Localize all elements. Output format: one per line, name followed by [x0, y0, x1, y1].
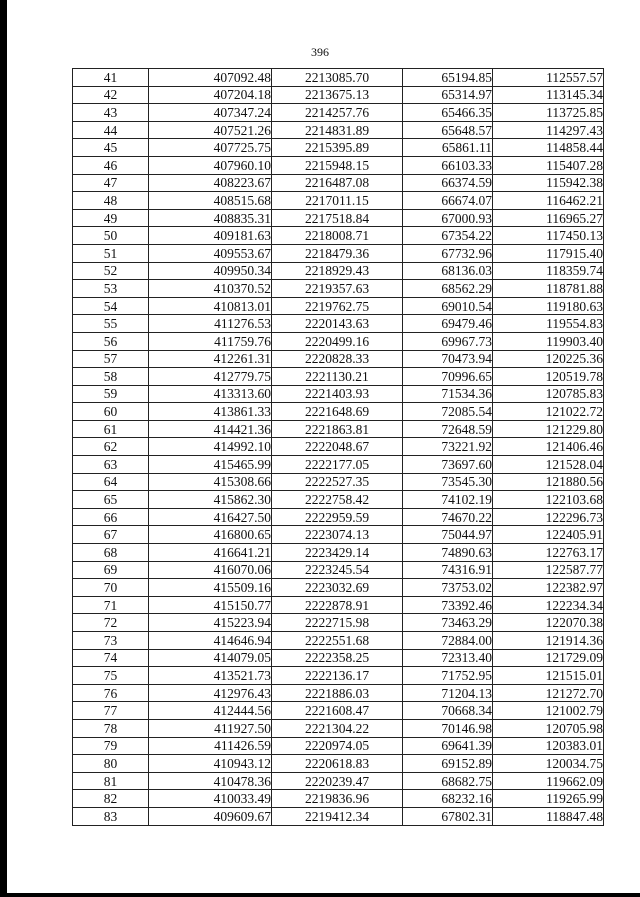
- value-cell: 415465.99: [149, 456, 272, 474]
- value-cell: 411927.50: [149, 719, 272, 737]
- table-row: [73, 544, 604, 562]
- row-index-cell: 69: [73, 561, 149, 579]
- value-cell: 2222527.35: [272, 473, 403, 491]
- value-cell: 69152.89: [403, 755, 493, 773]
- value-cell: 74102.19: [403, 491, 493, 509]
- value-cell: 71752.95: [403, 667, 493, 685]
- value-cell: 68232.16: [403, 790, 493, 808]
- value-cell: 75044.97: [403, 526, 493, 544]
- value-cell: 70146.98: [403, 719, 493, 737]
- value-cell: 2219762.75: [272, 297, 403, 315]
- value-cell: 407347.24: [149, 104, 272, 122]
- value-cell: 2222715.98: [272, 614, 403, 632]
- table-row: [73, 807, 604, 825]
- value-cell: 2216487.08: [272, 174, 403, 192]
- value-cell: 2222878.91: [272, 596, 403, 614]
- value-cell: 119903.40: [493, 332, 604, 350]
- value-cell: 411426.59: [149, 737, 272, 755]
- value-cell: 73463.29: [403, 614, 493, 632]
- value-cell: 414079.05: [149, 649, 272, 667]
- row-index-cell: 51: [73, 244, 149, 262]
- value-cell: 122103.68: [493, 491, 604, 509]
- value-cell: 121272.70: [493, 684, 604, 702]
- table-row: [73, 104, 604, 122]
- table-row: [73, 420, 604, 438]
- value-cell: 70996.65: [403, 368, 493, 386]
- value-cell: 67732.96: [403, 244, 493, 262]
- row-index-cell: 43: [73, 104, 149, 122]
- value-cell: 122382.97: [493, 579, 604, 597]
- value-cell: 2222758.42: [272, 491, 403, 509]
- row-index-cell: 65: [73, 491, 149, 509]
- value-cell: 2221648.69: [272, 403, 403, 421]
- value-cell: 415509.16: [149, 579, 272, 597]
- value-cell: 412976.43: [149, 684, 272, 702]
- value-cell: 68136.03: [403, 262, 493, 280]
- table-row: [73, 139, 604, 157]
- value-cell: 2215395.89: [272, 139, 403, 157]
- table-row: [73, 737, 604, 755]
- table-row: [73, 614, 604, 632]
- table-row: [73, 244, 604, 262]
- value-cell: 2220828.33: [272, 350, 403, 368]
- value-cell: 121406.46: [493, 438, 604, 456]
- value-cell: 2220239.47: [272, 772, 403, 790]
- row-index-cell: 57: [73, 350, 149, 368]
- value-cell: 2222136.17: [272, 667, 403, 685]
- row-index-cell: 54: [73, 297, 149, 315]
- value-cell: 415150.77: [149, 596, 272, 614]
- value-cell: 69479.46: [403, 315, 493, 333]
- row-index-cell: 63: [73, 456, 149, 474]
- scan-edge-left: [0, 0, 7, 897]
- value-cell: 72085.54: [403, 403, 493, 421]
- value-cell: 73392.46: [403, 596, 493, 614]
- row-index-cell: 71: [73, 596, 149, 614]
- value-cell: 2223032.69: [272, 579, 403, 597]
- value-cell: 410033.49: [149, 790, 272, 808]
- value-cell: 413313.60: [149, 385, 272, 403]
- value-cell: 2223074.13: [272, 526, 403, 544]
- value-cell: 65194.85: [403, 69, 493, 87]
- value-cell: 409181.63: [149, 227, 272, 245]
- value-cell: 412444.56: [149, 702, 272, 720]
- value-cell: 121229.80: [493, 420, 604, 438]
- value-cell: 120225.36: [493, 350, 604, 368]
- value-cell: 2220974.05: [272, 737, 403, 755]
- row-index-cell: 67: [73, 526, 149, 544]
- table-row: [73, 438, 604, 456]
- row-index-cell: 76: [73, 684, 149, 702]
- value-cell: 120785.83: [493, 385, 604, 403]
- value-cell: 121914.36: [493, 632, 604, 650]
- value-cell: 2215948.15: [272, 156, 403, 174]
- table-row: [73, 69, 604, 87]
- value-cell: 2214257.76: [272, 104, 403, 122]
- table-row: [73, 684, 604, 702]
- value-cell: 122070.38: [493, 614, 604, 632]
- table-row: [73, 280, 604, 298]
- value-cell: 68562.29: [403, 280, 493, 298]
- coordinates-table: [72, 68, 604, 826]
- row-index-cell: 52: [73, 262, 149, 280]
- table-row: [73, 632, 604, 650]
- table-row: [73, 315, 604, 333]
- table-row: [73, 596, 604, 614]
- value-cell: 2221403.93: [272, 385, 403, 403]
- row-index-cell: 42: [73, 86, 149, 104]
- value-cell: 121022.72: [493, 403, 604, 421]
- value-cell: 73221.92: [403, 438, 493, 456]
- table-row: [73, 473, 604, 491]
- row-index-cell: 70: [73, 579, 149, 597]
- value-cell: 66674.07: [403, 192, 493, 210]
- table-row: [73, 121, 604, 139]
- value-cell: 410370.52: [149, 280, 272, 298]
- table-row: [73, 174, 604, 192]
- row-index-cell: 61: [73, 420, 149, 438]
- row-index-cell: 68: [73, 544, 149, 562]
- row-index-cell: 50: [73, 227, 149, 245]
- value-cell: 67802.31: [403, 807, 493, 825]
- row-index-cell: 55: [73, 315, 149, 333]
- value-cell: 65314.97: [403, 86, 493, 104]
- row-index-cell: 58: [73, 368, 149, 386]
- value-cell: 2217011.15: [272, 192, 403, 210]
- value-cell: 410478.36: [149, 772, 272, 790]
- value-cell: 2221608.47: [272, 702, 403, 720]
- table-row: [73, 790, 604, 808]
- row-index-cell: 64: [73, 473, 149, 491]
- value-cell: 66374.59: [403, 174, 493, 192]
- value-cell: 116965.27: [493, 209, 604, 227]
- table-row: [73, 456, 604, 474]
- value-cell: 113145.34: [493, 86, 604, 104]
- value-cell: 74890.63: [403, 544, 493, 562]
- value-cell: 414421.36: [149, 420, 272, 438]
- value-cell: 115942.38: [493, 174, 604, 192]
- row-index-cell: 56: [73, 332, 149, 350]
- table-row: [73, 491, 604, 509]
- value-cell: 120705.98: [493, 719, 604, 737]
- value-cell: 412261.31: [149, 350, 272, 368]
- value-cell: 121880.56: [493, 473, 604, 491]
- value-cell: 121515.01: [493, 667, 604, 685]
- table-row: [73, 227, 604, 245]
- value-cell: 120034.75: [493, 755, 604, 773]
- value-cell: 2219357.63: [272, 280, 403, 298]
- value-cell: 120383.01: [493, 737, 604, 755]
- value-cell: 118847.48: [493, 807, 604, 825]
- value-cell: 2220143.63: [272, 315, 403, 333]
- table-row: [73, 403, 604, 421]
- value-cell: 2222959.59: [272, 508, 403, 526]
- row-index-cell: 62: [73, 438, 149, 456]
- value-cell: 121729.09: [493, 649, 604, 667]
- table-row: [73, 262, 604, 280]
- row-index-cell: 44: [73, 121, 149, 139]
- value-cell: 2221886.03: [272, 684, 403, 702]
- table-row: [73, 209, 604, 227]
- value-cell: 67354.22: [403, 227, 493, 245]
- value-cell: 121528.04: [493, 456, 604, 474]
- value-cell: 74670.22: [403, 508, 493, 526]
- value-cell: 116462.21: [493, 192, 604, 210]
- table-body: [73, 69, 604, 826]
- row-index-cell: 83: [73, 807, 149, 825]
- value-cell: 69641.39: [403, 737, 493, 755]
- table-row: [73, 192, 604, 210]
- row-index-cell: 59: [73, 385, 149, 403]
- value-cell: 118359.74: [493, 262, 604, 280]
- value-cell: 410813.01: [149, 297, 272, 315]
- value-cell: 117450.13: [493, 227, 604, 245]
- value-cell: 407960.10: [149, 156, 272, 174]
- row-index-cell: 45: [73, 139, 149, 157]
- value-cell: 67000.93: [403, 209, 493, 227]
- value-cell: 70473.94: [403, 350, 493, 368]
- value-cell: 122296.73: [493, 508, 604, 526]
- value-cell: 413861.33: [149, 403, 272, 421]
- value-cell: 66103.33: [403, 156, 493, 174]
- value-cell: 408835.31: [149, 209, 272, 227]
- value-cell: 415308.66: [149, 473, 272, 491]
- table-row: [73, 649, 604, 667]
- value-cell: 409609.67: [149, 807, 272, 825]
- value-cell: 119662.09: [493, 772, 604, 790]
- value-cell: 2223245.54: [272, 561, 403, 579]
- value-cell: 410943.12: [149, 755, 272, 773]
- value-cell: 416070.06: [149, 561, 272, 579]
- table-row: [73, 719, 604, 737]
- value-cell: 2221130.21: [272, 368, 403, 386]
- value-cell: 407092.48: [149, 69, 272, 87]
- value-cell: 114297.43: [493, 121, 604, 139]
- value-cell: 413521.73: [149, 667, 272, 685]
- value-cell: 408223.67: [149, 174, 272, 192]
- value-cell: 414992.10: [149, 438, 272, 456]
- table-row: [73, 579, 604, 597]
- value-cell: 415862.30: [149, 491, 272, 509]
- row-index-cell: 49: [73, 209, 149, 227]
- value-cell: 72313.40: [403, 649, 493, 667]
- value-cell: 409950.34: [149, 262, 272, 280]
- value-cell: 74316.91: [403, 561, 493, 579]
- row-index-cell: 72: [73, 614, 149, 632]
- table-row: [73, 297, 604, 315]
- table-row: [73, 702, 604, 720]
- row-index-cell: 74: [73, 649, 149, 667]
- value-cell: 118781.88: [493, 280, 604, 298]
- value-cell: 65861.11: [403, 139, 493, 157]
- value-cell: 2218479.36: [272, 244, 403, 262]
- value-cell: 2222048.67: [272, 438, 403, 456]
- value-cell: 73697.60: [403, 456, 493, 474]
- value-cell: 407521.26: [149, 121, 272, 139]
- value-cell: 65466.35: [403, 104, 493, 122]
- value-cell: 411759.76: [149, 332, 272, 350]
- table-row: [73, 508, 604, 526]
- value-cell: 2222177.05: [272, 456, 403, 474]
- value-cell: 2213085.70: [272, 69, 403, 87]
- value-cell: 122405.91: [493, 526, 604, 544]
- value-cell: 2218929.43: [272, 262, 403, 280]
- value-cell: 119554.83: [493, 315, 604, 333]
- value-cell: 122763.17: [493, 544, 604, 562]
- row-index-cell: 60: [73, 403, 149, 421]
- value-cell: 114858.44: [493, 139, 604, 157]
- table-row: [73, 350, 604, 368]
- value-cell: 407204.18: [149, 86, 272, 104]
- value-cell: 2220499.16: [272, 332, 403, 350]
- value-cell: 69967.73: [403, 332, 493, 350]
- value-cell: 407725.75: [149, 139, 272, 157]
- value-cell: 2219836.96: [272, 790, 403, 808]
- value-cell: 122587.77: [493, 561, 604, 579]
- value-cell: 119180.63: [493, 297, 604, 315]
- value-cell: 2222358.25: [272, 649, 403, 667]
- row-index-cell: 80: [73, 755, 149, 773]
- row-index-cell: 79: [73, 737, 149, 755]
- value-cell: 70668.34: [403, 702, 493, 720]
- value-cell: 416641.21: [149, 544, 272, 562]
- row-index-cell: 53: [73, 280, 149, 298]
- value-cell: 2223429.14: [272, 544, 403, 562]
- value-cell: 2222551.68: [272, 632, 403, 650]
- row-index-cell: 81: [73, 772, 149, 790]
- value-cell: 121002.79: [493, 702, 604, 720]
- row-index-cell: 73: [73, 632, 149, 650]
- value-cell: 2218008.71: [272, 227, 403, 245]
- value-cell: 72884.00: [403, 632, 493, 650]
- value-cell: 412779.75: [149, 368, 272, 386]
- value-cell: 2219412.34: [272, 807, 403, 825]
- row-index-cell: 66: [73, 508, 149, 526]
- value-cell: 2213675.13: [272, 86, 403, 104]
- table-row: [73, 368, 604, 386]
- value-cell: 72648.59: [403, 420, 493, 438]
- row-index-cell: 48: [73, 192, 149, 210]
- row-index-cell: 77: [73, 702, 149, 720]
- row-index-cell: 82: [73, 790, 149, 808]
- row-index-cell: 46: [73, 156, 149, 174]
- table-row: [73, 561, 604, 579]
- value-cell: 65648.57: [403, 121, 493, 139]
- value-cell: 411276.53: [149, 315, 272, 333]
- value-cell: 416427.50: [149, 508, 272, 526]
- value-cell: 416800.65: [149, 526, 272, 544]
- table-row: [73, 772, 604, 790]
- row-index-cell: 41: [73, 69, 149, 87]
- value-cell: 68682.75: [403, 772, 493, 790]
- value-cell: 120519.78: [493, 368, 604, 386]
- scan-edge-bottom: [0, 893, 640, 897]
- value-cell: 2220618.83: [272, 755, 403, 773]
- page-number: 396: [311, 45, 329, 59]
- table-row: [73, 755, 604, 773]
- value-cell: 71534.36: [403, 385, 493, 403]
- value-cell: 119265.99: [493, 790, 604, 808]
- table-row: [73, 667, 604, 685]
- table-row: [73, 385, 604, 403]
- value-cell: 409553.67: [149, 244, 272, 262]
- value-cell: 113725.85: [493, 104, 604, 122]
- value-cell: 122234.34: [493, 596, 604, 614]
- value-cell: 2217518.84: [272, 209, 403, 227]
- row-index-cell: 75: [73, 667, 149, 685]
- row-index-cell: 47: [73, 174, 149, 192]
- value-cell: 115407.28: [493, 156, 604, 174]
- table-row: [73, 156, 604, 174]
- value-cell: 73545.30: [403, 473, 493, 491]
- table-row: [73, 526, 604, 544]
- value-cell: 2221863.81: [272, 420, 403, 438]
- value-cell: 2221304.22: [272, 719, 403, 737]
- value-cell: 69010.54: [403, 297, 493, 315]
- value-cell: 408515.68: [149, 192, 272, 210]
- value-cell: 414646.94: [149, 632, 272, 650]
- value-cell: 112557.57: [493, 69, 604, 87]
- value-cell: 71204.13: [403, 684, 493, 702]
- table-row: [73, 332, 604, 350]
- row-index-cell: 78: [73, 719, 149, 737]
- table-row: [73, 86, 604, 104]
- value-cell: 2214831.89: [272, 121, 403, 139]
- value-cell: 117915.40: [493, 244, 604, 262]
- value-cell: 73753.02: [403, 579, 493, 597]
- value-cell: 415223.94: [149, 614, 272, 632]
